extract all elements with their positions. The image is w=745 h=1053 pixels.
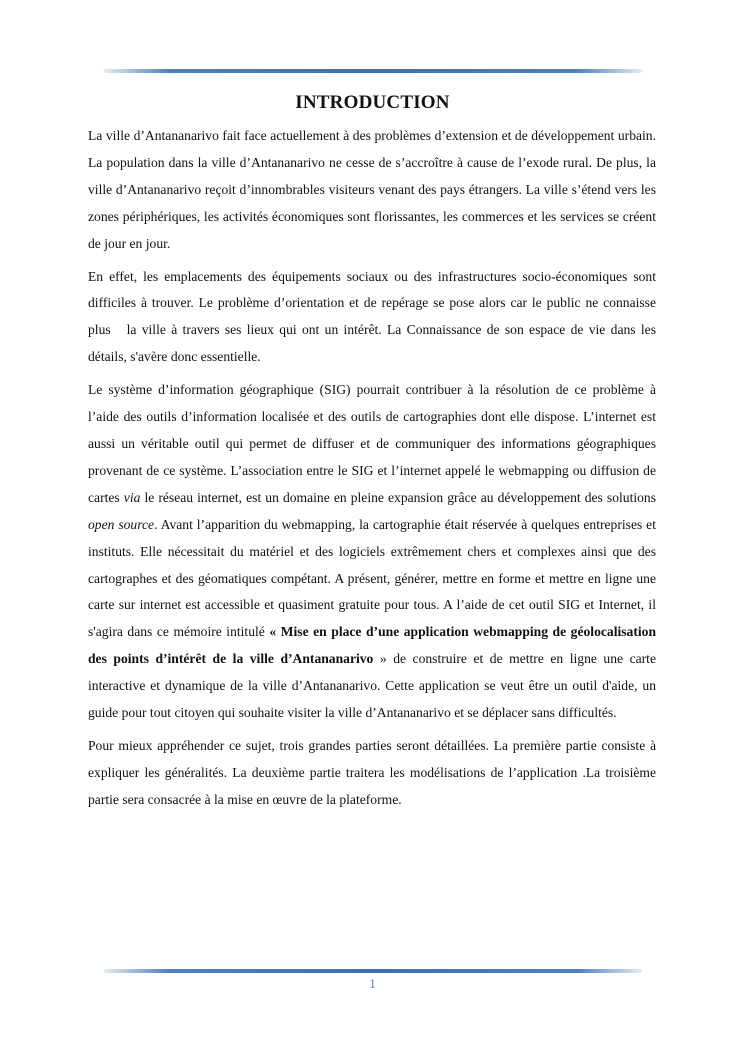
- header-rule: [104, 69, 642, 73]
- paragraph-3: [88, 377, 656, 727]
- paragraph-2: En effet, les emplacements des équipements sociaux ou des infrastructures socio-économiques sont difficiles à trouver. Le problème d’orientation et de repérage se pose alors car le public ne connaisse plus la ville à travers ses lieux qui ont un intérêt. La Connaissance de son espace de vie dans les détails, s'avère donc essentielle.: [88, 268, 660, 365]
- page-number: 1: [369, 976, 376, 991]
- paragraph-1: La ville d’Antananarivo fait face actuellement à des problèmes d’extension et de développement urbain. La population dans la ville d’Antananarivo ne cesse de s’accroître à cause de l’exode rural. De plus, la ville d’Antananarivo reçoit d’innombrables visiteurs venant des pays étrangers. La ville s’étend vers les zones périphériques, les activités économiques sont florissantes, les commerces et les services se créent de jour en jour.: [88, 128, 656, 251]
- thesis-title: « Mise en place d’une application webmapping de géolocalisation des points d’intérêt de la ville d’Antananarivo: [88, 624, 657, 667]
- paragraph-3-text-d: » de construire et de mettre en ligne une carte interactive et dynamique de la ville d’Antananarivo. Cette application se veut être un outil d'aide, un guide pour tout citoyen qui souhaite visiter la ville d’Antananarivo et se déplacer sans difficultés.: [88, 651, 656, 721]
- italic-via: via: [123, 489, 141, 505]
- paragraph-4: Pour mieux appréhender ce sujet, trois grandes parties seront détaillées. La première partie consiste à expliquer les généralités. La deuxième partie traitera les modélisations de l’application .La troisième partie sera consacrée à la mise en œuvre de la plateforme.: [88, 737, 656, 807]
- body-text: [88, 123, 660, 820]
- paragraph-3-text-a: Le système d’information géographique (SIG) pourrait contribuer à la résolution de ce problème à l’aide des outils d’information localisée et des outils de cartographies dont elle dispose. L’internet est aussi un véritable outil qui permet de diffuser et de communiquer des informations géographiques provenant de ce système. L’association entre le SIG et l’internet appelé le webmapping ou diffusion de cartes: [88, 382, 656, 505]
- paragraph-3-text-b: le réseau internet, est un domaine en pleine expansion grâce au développement des solutions: [140, 489, 657, 505]
- page-title: INTRODUCTION: [295, 92, 450, 113]
- paragraph-3-text-c: . Avant l’apparition du webmapping, la cartographie était réservée à quelques entreprises et instituts. Elle nécessitait du matériel et des logiciels extrêmement chers et complexes ainsi que des cartographes et des géomatiques compétant. A présent, générer, mettre en forme et mettre en ligne une carte sur internet est accessible et quasiment gratuite pour tous. A l’aide de cet outil SIG et Internet, il s'agira dans ce mémoire intitulé: [88, 516, 656, 640]
- italic-open-source: open source: [88, 516, 155, 532]
- footer-rule: [104, 969, 642, 973]
